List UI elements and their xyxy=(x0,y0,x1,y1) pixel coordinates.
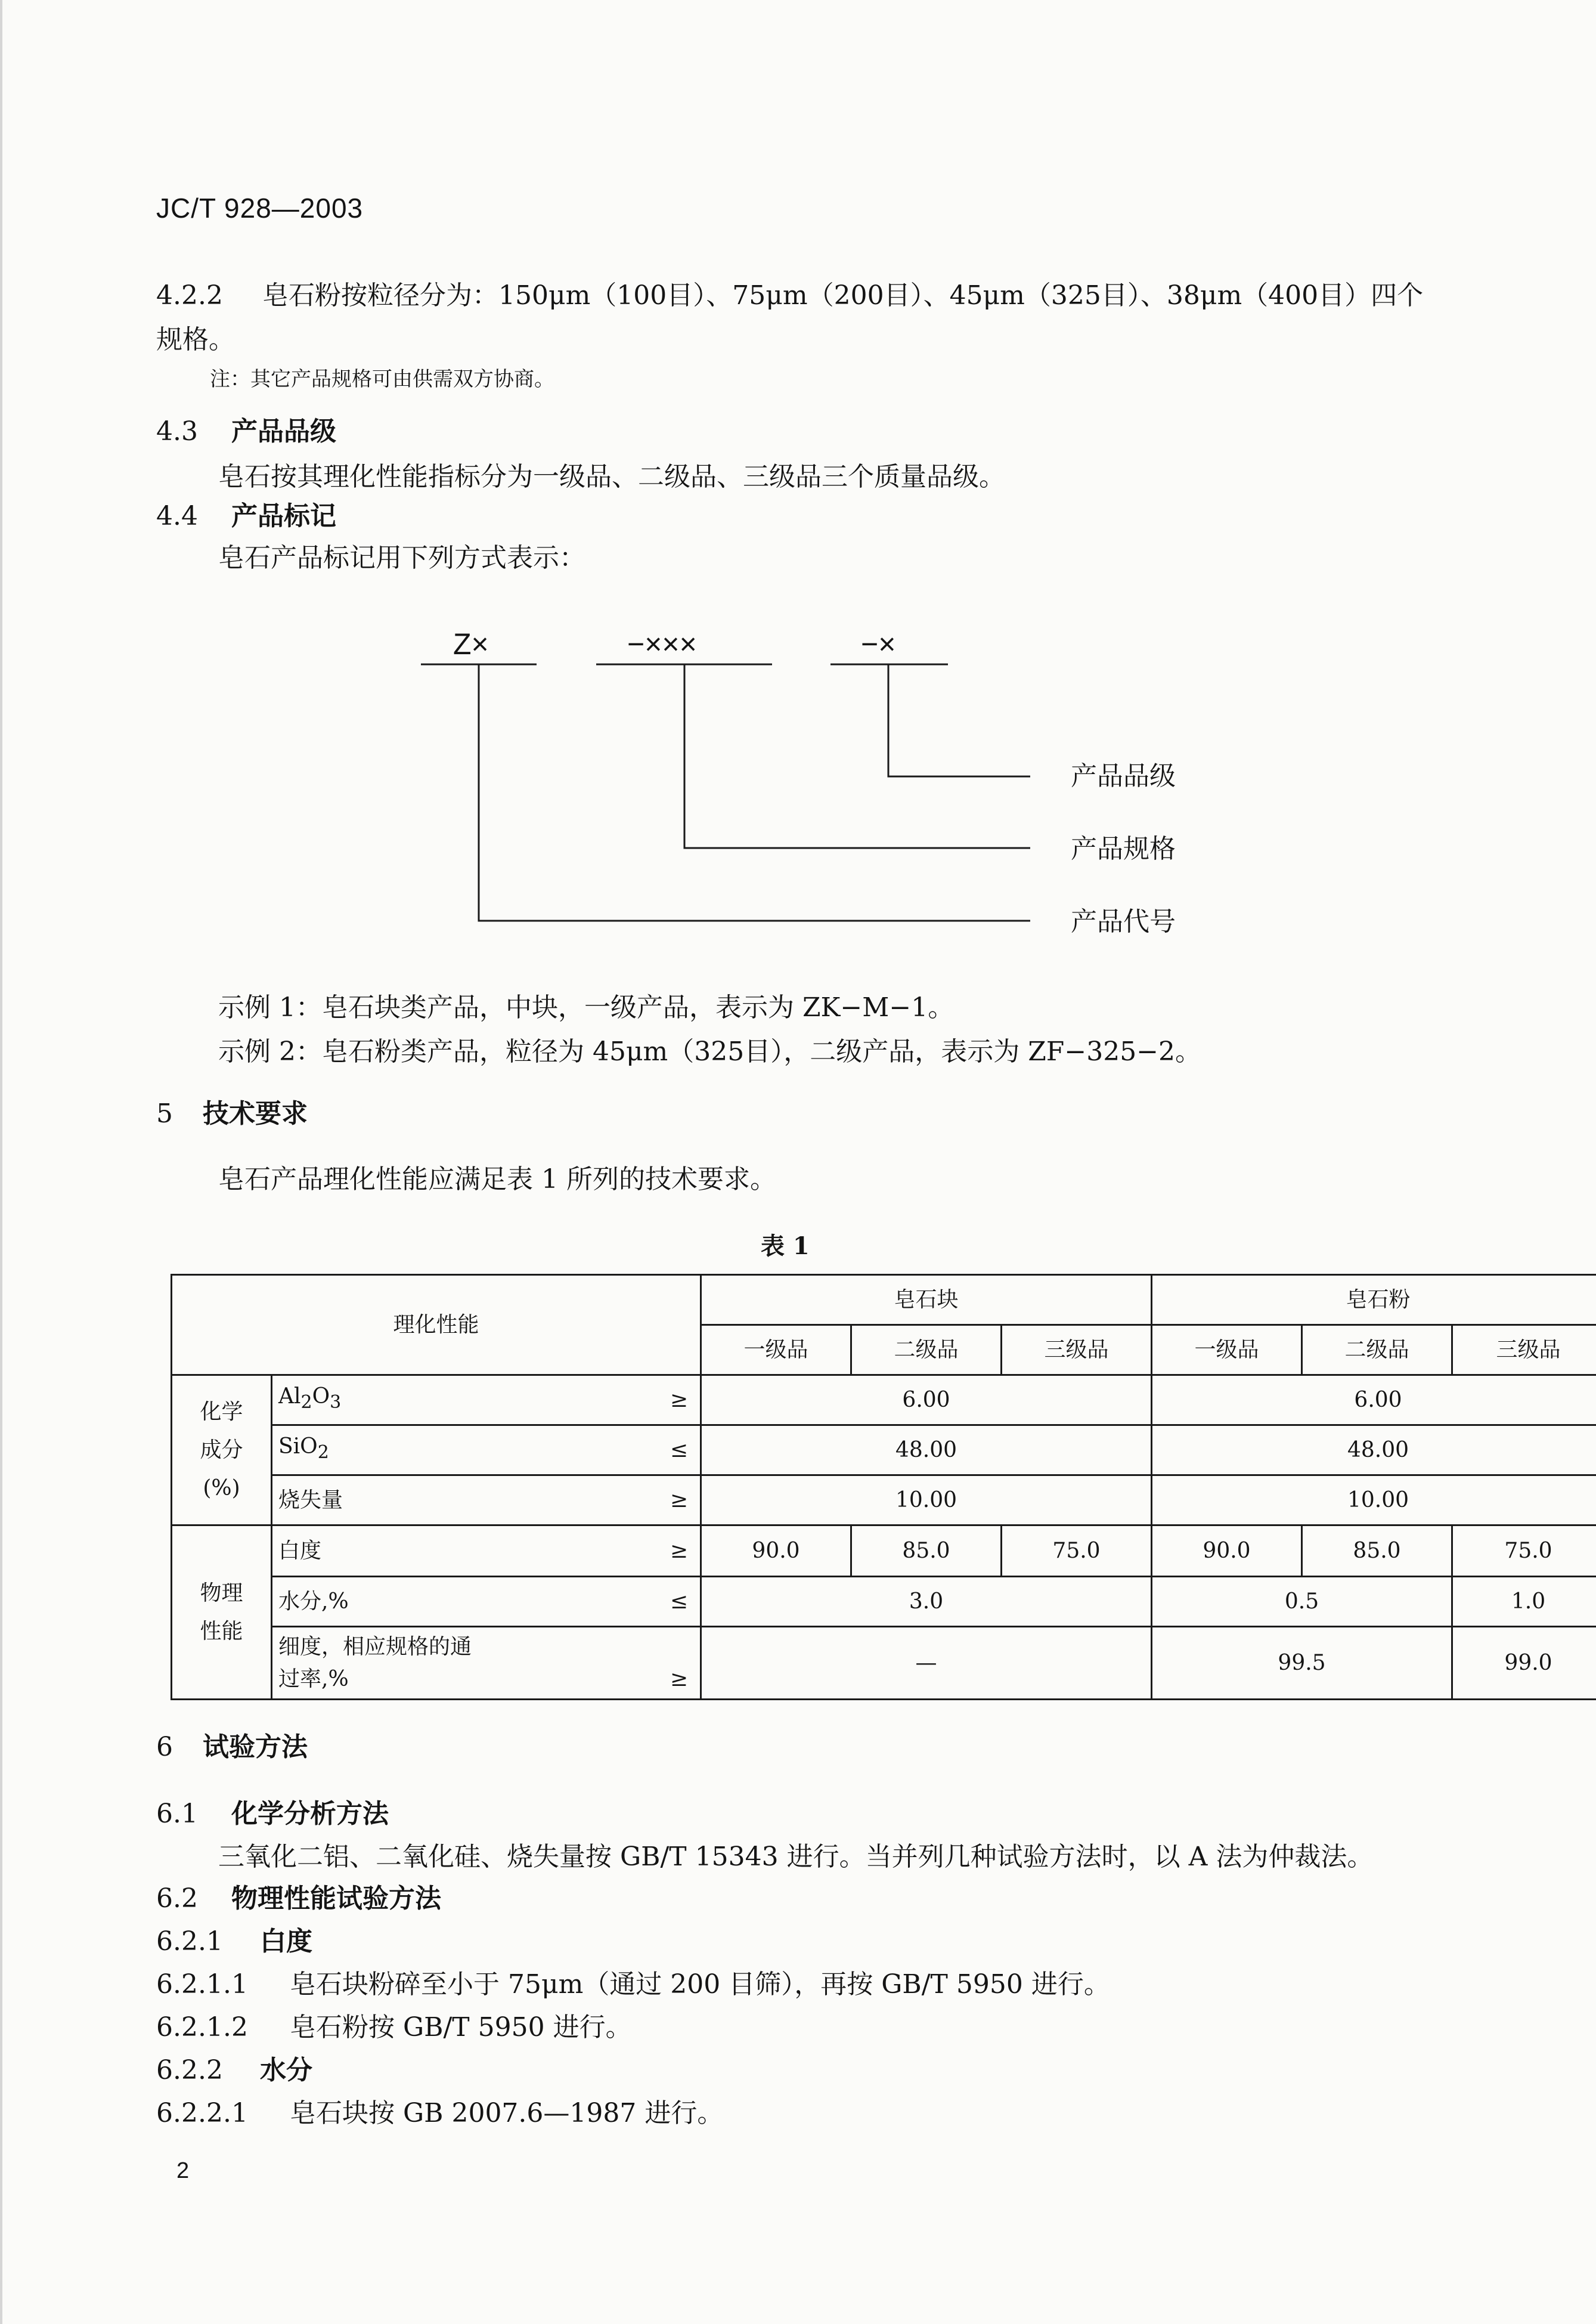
header-block: 皂石块 xyxy=(701,1275,1152,1325)
ge-symbol: ≥ xyxy=(445,1375,701,1425)
clause-6-2-title: 物理性能试验方法 xyxy=(231,1883,441,1914)
label-product-code: 产品代号 xyxy=(1071,906,1176,937)
whiteness-label: 白度 xyxy=(272,1525,445,1577)
sio2-powder: 48.00 xyxy=(1152,1425,1596,1475)
whiteness-value: 75.0 xyxy=(1452,1525,1596,1577)
fineness-label: 细度，相应规格的通 过率,% ≥ xyxy=(272,1627,701,1700)
loss-powder: 10.00 xyxy=(1152,1475,1596,1525)
clause-6-2-1-1-number: 6.2.1.1 xyxy=(156,1969,248,2000)
label-product-grade: 产品品级 xyxy=(1071,761,1176,791)
ge-symbol: ≥ xyxy=(445,1525,701,1577)
ge-symbol: ≥ xyxy=(670,1666,688,1691)
ge-symbol: ≥ xyxy=(445,1475,701,1525)
fineness-block: — xyxy=(701,1627,1152,1700)
clause-4-4-number: 4.4 xyxy=(156,501,198,531)
clause-4-3-body: 皂石按其理化性能指标分为一级品、二级品、三级品三个质量品级。 xyxy=(218,462,1005,492)
clause-6-2-2-title: 水分 xyxy=(260,2055,312,2085)
header-property: 理化性能 xyxy=(172,1275,701,1375)
moisture-block: 3.0 xyxy=(701,1577,1152,1627)
clause-6-2-1-number: 6.2.1 xyxy=(156,1926,223,1957)
page-number: 2 xyxy=(176,2158,190,2183)
sio2-label: SiO$_2$ xyxy=(272,1425,445,1475)
clause-6-2-2-number: 6.2.2 xyxy=(156,2055,223,2085)
clause-4-3-title: 产品品级 xyxy=(231,416,336,447)
al2o3-powder: 6.00 xyxy=(1152,1375,1596,1425)
loss-block: 10.00 xyxy=(701,1475,1152,1525)
clause-6-1-number: 6.1 xyxy=(156,1799,198,1829)
clause-4-2-2-line2: 规格。 xyxy=(156,324,235,355)
clause-5-number: 5 xyxy=(156,1098,173,1129)
clause-4-3-number: 4.3 xyxy=(156,416,198,447)
clause-6-2-1-1-body: 皂石块粉碎至小于 75μm（通过 200 目筛），再按 GB/T 5950 进行。 xyxy=(290,1969,1110,2000)
table-row-whiteness xyxy=(172,1525,1596,1577)
standard-number-header: JC/T 928—2003 xyxy=(156,193,364,224)
clause-6-title: 试验方法 xyxy=(203,1732,308,1762)
clause-6-2-2-1-body: 皂石块按 GB 2007.6—1987 进行。 xyxy=(290,2098,724,2128)
al2o3-label: $Al_2O_3$ xyxy=(272,1375,445,1425)
clause-4-4-title: 产品标记 xyxy=(231,501,336,531)
clause-6-2-2-1-number: 6.2.2.1 xyxy=(156,2098,248,2128)
table-row-sio2 xyxy=(172,1425,1596,1475)
le-symbol: ≤ xyxy=(445,1577,701,1627)
code-part-3: −× xyxy=(861,627,896,661)
example-2: 示例 2：皂石粉类产品，粒径为 45μm（325目），二级产品，表示为 ZF−325−2。 xyxy=(218,1036,1202,1067)
fineness-powder-grade-3: 99.0 xyxy=(1452,1627,1596,1700)
clause-5-title: 技术要求 xyxy=(203,1098,308,1129)
clause-6-2-1-2-body: 皂石粉按 GB/T 5950 进行。 xyxy=(290,2012,632,2043)
table-caption: 表 1 xyxy=(761,1232,810,1260)
label-product-spec: 产品规格 xyxy=(1071,834,1176,864)
code-part-1: Z× xyxy=(453,627,489,661)
moisture-label: 水分,% xyxy=(272,1577,445,1627)
moisture-powder-grade-3: 1.0 xyxy=(1452,1577,1596,1627)
whiteness-value: 75.0 xyxy=(1002,1525,1152,1577)
al2o3-block: 6.00 xyxy=(701,1375,1152,1425)
example-1: 示例 1：皂石块类产品，中块，一级产品，表示为 ZK−M−1。 xyxy=(218,992,954,1023)
clause-6-1-body: 三氧化二铝、二氧化硅、烧失量按 GB/T 15343 进行。当并列几种试验方法时，以 A 法为仲裁法。 xyxy=(218,1842,1374,1872)
table-header-row-1 xyxy=(172,1275,1596,1325)
phys-group-label: 物理 性能 xyxy=(172,1525,272,1700)
sio2-block: 48.00 xyxy=(701,1425,1152,1475)
leader-grade xyxy=(888,664,1030,776)
le-symbol: ≤ xyxy=(445,1425,701,1475)
table-row-al2o3 xyxy=(172,1375,1596,1425)
technical-requirements-table xyxy=(171,1274,1596,1700)
chem-group-label: 化学 成分 (%) xyxy=(172,1375,272,1525)
fineness-powder-grade-1-2: 99.5 xyxy=(1152,1627,1452,1700)
whiteness-value: 90.0 xyxy=(701,1525,851,1577)
moisture-powder-grade-1-2: 0.5 xyxy=(1152,1577,1452,1627)
clause-6-2-number: 6.2 xyxy=(156,1883,198,1914)
header-grade: 一级品 xyxy=(1152,1325,1302,1375)
loss-label: 烧失量 xyxy=(272,1475,445,1525)
header-grade: 二级品 xyxy=(1302,1325,1452,1375)
table-row-fineness xyxy=(172,1627,1596,1700)
leader-spec xyxy=(684,664,1030,848)
header-grade: 一级品 xyxy=(701,1325,851,1375)
clause-6-2-1-title: 白度 xyxy=(260,1926,312,1957)
leader-code xyxy=(479,664,1030,921)
header-grade: 三级品 xyxy=(1002,1325,1152,1375)
clause-6-2-1-2-number: 6.2.1.2 xyxy=(156,2012,248,2043)
clause-5-body: 皂石产品理化性能应满足表 1 所列的技术要求。 xyxy=(218,1164,776,1195)
header-powder: 皂石粉 xyxy=(1152,1275,1596,1325)
header-grade: 二级品 xyxy=(851,1325,1002,1375)
whiteness-value: 90.0 xyxy=(1152,1525,1302,1577)
code-part-2: −××× xyxy=(627,627,697,661)
whiteness-value: 85.0 xyxy=(851,1525,1002,1577)
clause-4-2-2-note: 注：其它产品规格可由供需双方协商。 xyxy=(210,367,554,391)
clause-6-number: 6 xyxy=(156,1732,173,1762)
table-row-loss xyxy=(172,1475,1596,1525)
header-grade: 三级品 xyxy=(1452,1325,1596,1375)
whiteness-value: 85.0 xyxy=(1302,1525,1452,1577)
table-row-moisture xyxy=(172,1577,1596,1627)
clause-6-1-title: 化学分析方法 xyxy=(231,1799,389,1829)
clause-4-2-2-number: 4.2.2 xyxy=(156,280,223,311)
clause-4-2-2-line1: 皂石粉按粒径分为：150μm（100目）、75μm（200目）、45μm（325目）、38μm（400目）四个 xyxy=(262,280,1424,311)
clause-4-4-body: 皂石产品标记用下列方式表示： xyxy=(218,543,585,573)
